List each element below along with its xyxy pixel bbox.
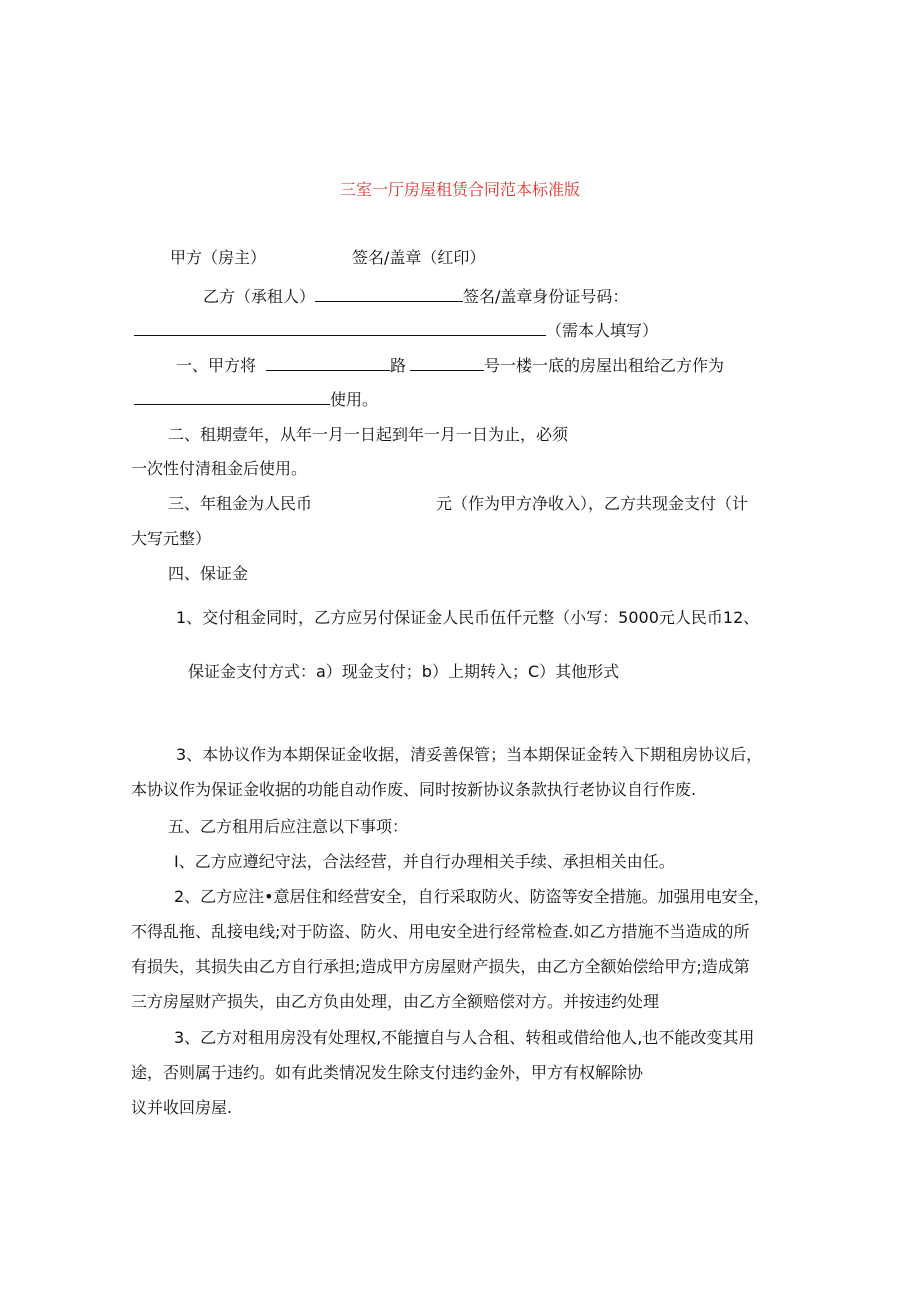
clause5-item2-line2: 不得乱拖、乱接电线;对于防盗、防火、用电安全进行经常检查.如乙方措施不当造成的所: [131, 922, 750, 941]
clause5-item2-line4: 三方房屋财产损失，由乙方负由处理，由乙方全额赔偿对方。并按违约处理: [131, 992, 660, 1011]
clause4-method: 保证金支付方式：a）现金支付；b）上期转入；C）其他形式: [188, 662, 620, 681]
usage-blank[interactable]: [134, 388, 330, 405]
clause5-item2-line3: 有损失，其损失由乙方自行承担;造成甲方房屋财产损失，由乙方全额始偿给甲方;造成第: [131, 957, 750, 976]
party-a-sign: 签名/盖章（红印）: [352, 248, 486, 267]
clause4-item3-line2: 本协议作为保证金收据的功能自动作废、同时按新协议条款执行老协议自行作废.: [131, 780, 697, 799]
clause1-line1: [176, 354, 724, 376]
clause2-line1: 二、租期壹年，从年一月一日起到年一月一日为止，必须: [168, 425, 569, 444]
party-b-sign: 签名/盖章身份证号码：: [463, 287, 629, 306]
party-a-label: 甲方（房主）: [170, 248, 267, 267]
road-blank[interactable]: [266, 354, 390, 371]
clause1-line2: [134, 388, 378, 410]
party-b-label: 乙方（承租人）: [203, 287, 316, 306]
clause1-text-b: 路: [390, 356, 407, 375]
clause3-line2: 大写元整）: [131, 529, 212, 548]
clause4-item3-line1: 3、本协议作为本期保证金收据，清妥善保管；当本期保证金转入下期租房协议后，: [176, 745, 763, 764]
clause3-text-b: 元（作为甲方净收入），乙方共现金支付（计: [436, 494, 749, 513]
clause5-item3-line2: 途，否则属于违约。如有此类情况发生除支付违约金外，甲方有权解除协: [131, 1063, 644, 1082]
document-title: 三室一厅房屋租赁合同范本标准版: [339, 180, 580, 199]
clause5-item2-line1: 2、乙方应注•意居住和经营安全，自行采取防火、防盗等安全措施。加强用电安全，: [174, 887, 770, 906]
id-note: （需本人填写）: [546, 321, 659, 340]
number-blank[interactable]: [410, 354, 484, 371]
clause4-item1: 1、交付租金同时，乙方应另付保证金人民币伍仟元整（小写：5000元人民币12、: [176, 608, 760, 627]
clause3-line1: [168, 494, 748, 514]
party-b-name-blank[interactable]: [315, 285, 463, 302]
clause2-line2: 一次性付清租金后使用。: [131, 459, 308, 478]
clause5-item1: I、乙方应遵纪守法，合法经营，并自行办理相关手续、承担相关由任。: [174, 852, 675, 871]
party-b-line: [203, 285, 628, 307]
clause4-heading: 四、保证金: [168, 564, 249, 583]
id-number-blank[interactable]: [134, 319, 546, 336]
clause1-text-a: 一、甲方将: [176, 356, 257, 375]
clause5-heading: 五、乙方租用后应注意以下事项：: [168, 817, 409, 836]
clause5-item3-line1: 3、乙方对租用房没有处理权,不能擅自与人合租、转租或借给他人,也不能改变其用: [174, 1028, 755, 1047]
id-number-line: [134, 319, 658, 341]
clause1-text-d: 使用。: [330, 390, 379, 409]
clause5-item3-line3: 议并收回房屋.: [131, 1098, 233, 1117]
party-a-line: [170, 248, 485, 268]
clause3-text-a: 三、年租金为人民币: [168, 494, 313, 513]
clause1-text-c: 号一楼一底的房屋出租给乙方作为: [484, 356, 725, 375]
